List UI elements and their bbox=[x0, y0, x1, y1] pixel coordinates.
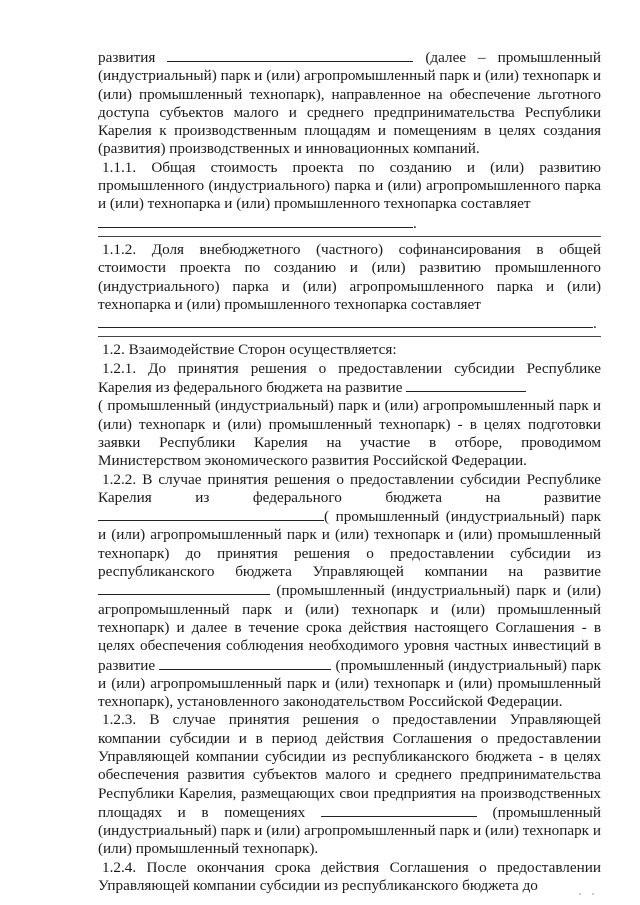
separator-line bbox=[98, 336, 601, 337]
blank-field[interactable] bbox=[98, 314, 593, 328]
paragraph-1-2-1 bbox=[98, 360, 601, 471]
blank-field[interactable] bbox=[406, 378, 526, 392]
paragraph-1-2-2-text-b: ( промышленный (индустриальный) парк и (или) агропромышленный парк и (или) технопарк и (или) промышленный технопарк) до принятия решения о предоставлении субсидии из республиканского бюджета Управляющей компании на развитие bbox=[98, 508, 601, 581]
document-page bbox=[98, 48, 601, 895]
paragraph-1-2-4: 1.2.4. После окончания срока действия Соглашения о предоставлении Управляющей компании субсидии из республиканского бюджета до bbox=[98, 858, 601, 895]
paragraph-1-2-2 bbox=[98, 471, 601, 712]
paragraph-1-2-2-text-c: (промышленный (индустриальный) парк и (или) агропромышленный парк и (или) технопарк и (или) промышленный технопарк) и далее в течение срока действия настоящего Соглашения - в целях обеспечения соблюдения необходимого уровня частных инвестиций в развитие bbox=[98, 582, 602, 674]
blank-field[interactable] bbox=[98, 214, 413, 228]
paragraph-1-1-1-end: . bbox=[413, 214, 417, 232]
paragraph-1-1-2-text: 1.1.2. Доля внебюджетного (частного) софинансирования в общей стоимости проекта по созданию и (или) развитию промышленного (индустриального) парка и (или) агропромышленного парка и (или) технопарка и (или) промышленного технопарка составляет bbox=[98, 240, 601, 313]
intro-word: развития bbox=[98, 49, 156, 66]
intro-paragraph: (индустриальный) парк и (или) агропромышленный парк и (или) технопарк и (или) промышленный технопарк), направленное на обеспечение льготного доступа субъектов малого и среднего предпринимательства Республики Карелия к производственным площадям и помещениям в целях создания (развития) производственных и инновационных компаний. bbox=[98, 67, 601, 158]
paragraph-1-2-1-text-a: 1.2.1. До принятия решения о предоставлении субсидии Республике Карелия из федерального бюджета на развитие bbox=[98, 359, 601, 397]
scan-speck bbox=[579, 893, 581, 895]
paragraph-1-2-3 bbox=[98, 711, 601, 858]
paragraph-1-1-2 bbox=[98, 241, 601, 333]
paragraph-1-2-2-text-d: (промышленный (индустриальный) парк и (или) агропромышленный парк и (или) технопарк и (или) промышленный технопарк), установленного законодательством Российской Федерации. bbox=[98, 656, 601, 711]
blank-field[interactable] bbox=[98, 581, 270, 595]
paragraph-1-1-1 bbox=[98, 159, 601, 233]
paragraph-1-2-3-text-b: (промышленный (индустриальный) парк и (или) агропромышленный парк и (или) технопарк и (или) промышленный технопарк). bbox=[98, 803, 602, 858]
paragraph-1-1-1-text: 1.1.1. Общая стоимость проекта по созданию и (или) развитию промышленного (индустриального) парка и (или) агропромышленного парка и (или) технопарка и (или) промышленного технопарка составляет bbox=[98, 158, 601, 213]
paragraph-1-1-2-end: . bbox=[593, 315, 597, 333]
blank-field[interactable] bbox=[159, 656, 331, 670]
intro-continuation: (далее – промышленный bbox=[425, 49, 602, 66]
blank-field[interactable] bbox=[167, 48, 413, 62]
intro-first-line bbox=[98, 48, 601, 67]
blank-field[interactable] bbox=[98, 507, 324, 521]
blank-field[interactable] bbox=[321, 803, 477, 817]
separator-line bbox=[98, 236, 601, 237]
scan-speck bbox=[592, 893, 594, 895]
paragraph-1-2: 1.2. Взаимодействие Сторон осуществляется: bbox=[102, 341, 397, 359]
paragraph-1-2-1-text-b: ( промышленный (индустриальный) парк и (или) агропромышленный парк и (или) технопарк и (или) промышленный технопарк) - в целях подготовки заявки Республики Карелия на участие в отборе, проводимом Министерством экономического развития Российской Федерации. bbox=[98, 397, 601, 470]
paragraph-1-2-2-text-a: 1.2.2. В случае принятия решения о предоставлении субсидии Республике Карелия из федерального бюджета на развитие bbox=[98, 470, 601, 506]
paragraph-1-2-3-text-a: 1.2.3. В случае принятия решения о предоставлении Управляющей компании субсидии и в период действия Соглашения о предоставлении Управляющей компании субсидии из республиканского бюджета - в целях обеспечения развития субъектов малого и среднего предпринимательства Республики Карелия, размещающих свои предприятия на производственных площадях и в помещениях bbox=[98, 711, 601, 821]
